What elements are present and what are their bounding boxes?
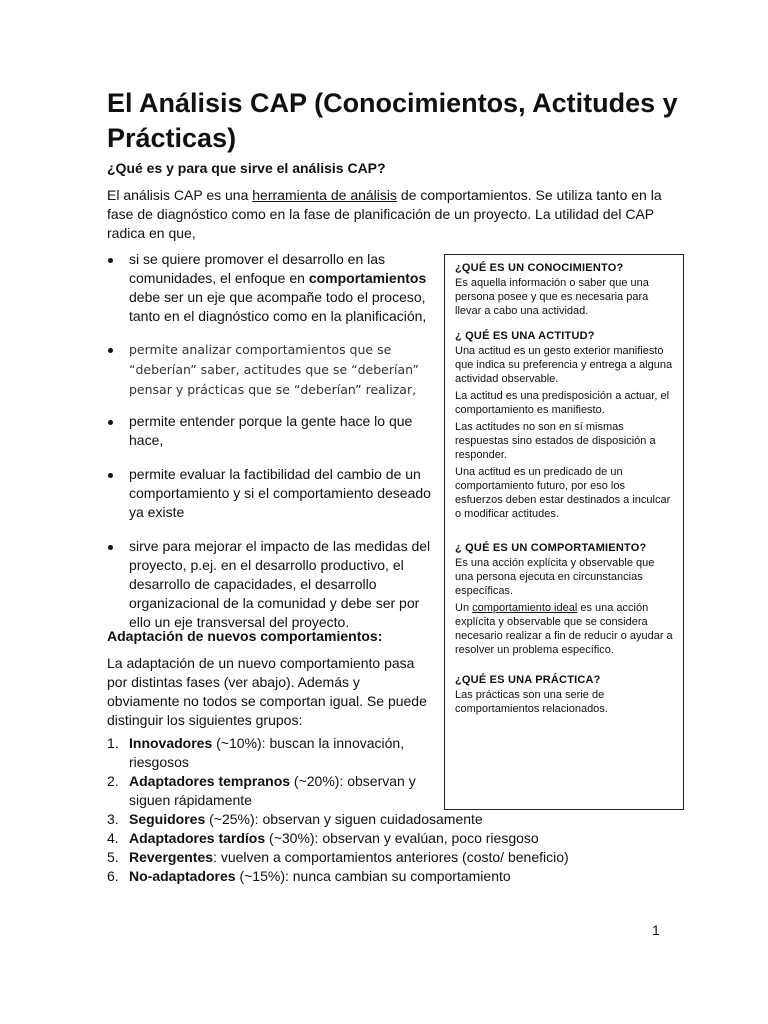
definition-heading: ¿ QUÉ ES UNA ACTITUD? (455, 330, 595, 342)
bullet-list (107, 250, 432, 632)
definition-text: La actitud es una predisposición a actuar, el comportamiento es manifiesto. (455, 390, 670, 416)
definition-text: Una actitud es un gesto exterior manifiesto que indica su preferencia y entrega a alguna actividad observable. (455, 345, 673, 385)
list-item: 4. Adaptadores tardíos (~30%): observan y evalúan, poco riesgoso (107, 830, 539, 846)
list-item: 5. Revergentes: vuelven a comportamientos anteriores (costo/ beneficio) (107, 849, 569, 865)
underlined-term: comportamiento ideal (472, 602, 578, 614)
list-item: permite evaluar la factibilidad del cambio de un comportamiento y si el comportamiento deseado ya existe (107, 465, 432, 522)
list-item: 2. Adaptadores tempranos (~20%): observan y siguen rápidamente (107, 773, 416, 808)
definition-practica (455, 673, 673, 716)
definition-text: Las prácticas son una serie de comportamientos relacionados. (455, 689, 608, 715)
definitions-sidebox (444, 254, 684, 810)
definition-heading: ¿QUÉ ES UN CONOCIMIENTO? (455, 262, 624, 274)
definition-actitud (455, 329, 673, 521)
section-subtitle: ¿Qué es y para que sirve el análisis CAP? (107, 160, 386, 176)
list-item: 6. No-adaptadores (~15%): nunca cambian su comportamiento (107, 868, 511, 884)
definition-conocimiento (455, 261, 673, 318)
list-item: 1. Innovadores (~10%): buscan la innovación, riesgosos (107, 735, 405, 770)
list-item: permite entender porque la gente hace lo que hace, (107, 412, 432, 450)
intro-paragraph: El análisis CAP es una herramienta de análisis de comportamientos. Se utiliza tanto en la fase de diagnóstico como en la fase de planificación de un proyecto. La utilidad del CAP radica en que, (107, 187, 662, 241)
list-item: permite analizar comportamientos que se “deberían” saber, actitudes que se “deberían” pensar y prácticas que se “deberían” realizar, (107, 340, 432, 400)
definition-text: Un comportamiento ideal es una acción explícita y observable que se considera necesario realizar a fin de reducir o ayudar a resolver un problema específico. (455, 602, 673, 656)
definition-text: Es una acción explícita y observable que una persona ejecuta en circunstancias específicas. (455, 557, 655, 597)
list-item: 3. Seguidores (~25%): observan y siguen cuidadosamente (107, 811, 483, 827)
adaptation-heading: Adaptación de nuevos comportamientos: (107, 628, 383, 644)
underlined-term: herramienta de análisis (252, 187, 398, 203)
page-title: El Análisis CAP (Conocimientos, Actitudes y Prácticas) (107, 88, 678, 153)
adaptation-paragraph: La adaptación de un nuevo comportamiento pasa por distintas fases (ver abajo). Además y obviamente no todos se comportan igual. Se puede distinguir los siguientes grupos: (107, 655, 427, 728)
definition-heading: ¿ QUÉ ES UN COMPORTAMIENTO? (455, 542, 647, 554)
list-item: sirve para mejorar el impacto de las medidas del proyecto, p.ej. en el desarrollo productivo, el desarrollo de capacidades, el desarrollo organizacional de la comunidad y debe ser por ello un eje transversal del proyecto. (107, 537, 432, 632)
definition-comportamiento (455, 541, 673, 657)
list-item: si se quiere promover el desarrollo en las comunidades, el enfoque en comportamientos debe ser un eje que acompañe todo el proceso, tanto en el diagnóstico como en la planificación, (107, 250, 432, 326)
definition-heading: ¿QUÉ ES UNA PRÁCTICA? (455, 674, 601, 686)
definition-text: Las actitudes no son en sí mismas respuestas sino estados de disposición a responder. (455, 421, 656, 461)
definition-text: Una actitud es un predicado de un comportamiento futuro, por eso los esfuerzos deben estar destinados a inculcar o modificar actitudes. (455, 466, 671, 520)
page-number: 1 (652, 922, 660, 938)
definition-text: Es aquella información o saber que una persona posee y que es necesaria para llevar a cabo una actividad. (455, 277, 649, 317)
